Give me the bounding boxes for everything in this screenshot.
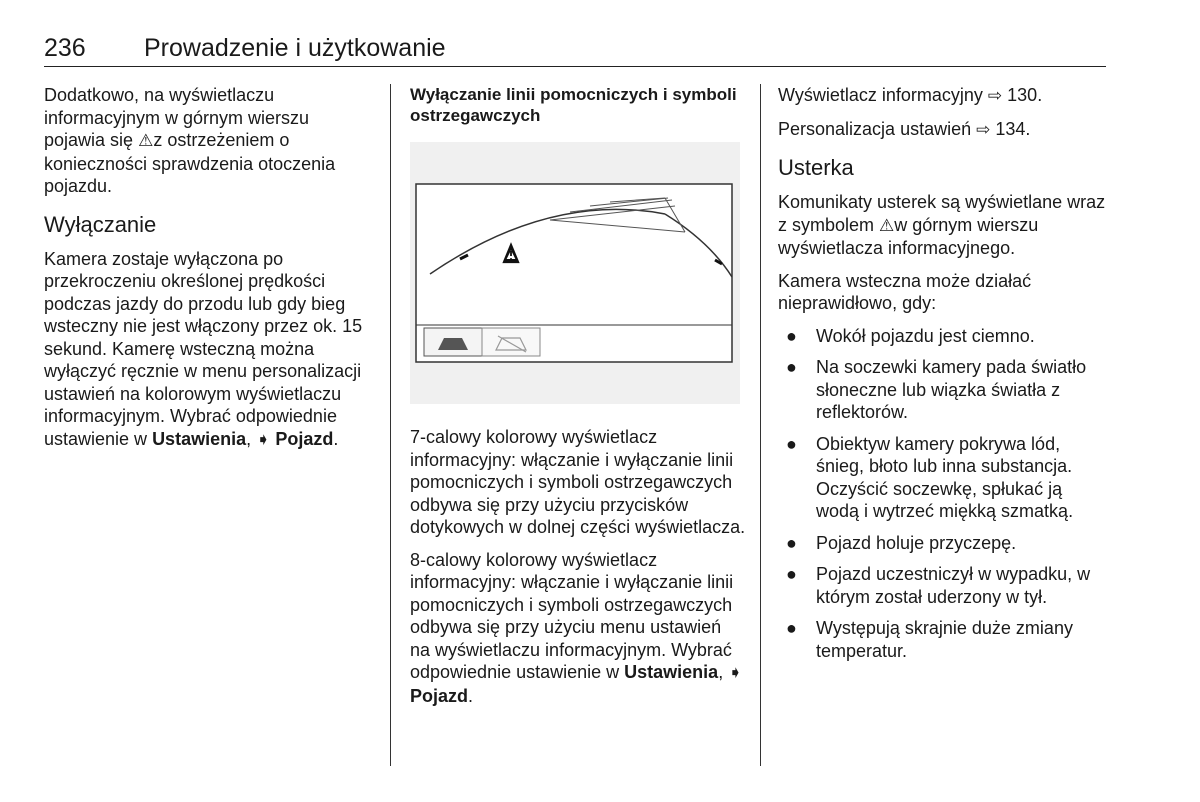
malfunction-intro: Kamera wsteczna może działać nieprawidłowo, gdy: bbox=[778, 270, 1032, 313]
page-header bbox=[44, 34, 1106, 67]
bullet-icon: ● bbox=[786, 325, 797, 346]
fault-paragraph: Komunikaty usterek są wyświetlane wraz z symbolem ⚠w górnym wierszu wyświetlacza informacyjnego. bbox=[778, 192, 1106, 258]
list-item: ● Na soczewki kamery pada światło słoneczne lub wiązka światła z reflektorów. bbox=[786, 357, 1087, 422]
column-1 bbox=[44, 84, 374, 461]
intro-paragraph: Dodatkowo, na wyświetlaczu informacyjnym w górnym wierszu pojawia się ⚠z ostrzeżeniem o konieczności sprawdzenia otoczenia pojazdu. bbox=[44, 85, 336, 196]
reference-personalization: Personalizacja ustawień ⇨ 134. bbox=[778, 118, 1031, 139]
column-divider bbox=[760, 84, 761, 766]
section-heading-guidelines: Wyłączanie linii pomocniczych i symboli ostrzegawczych bbox=[410, 85, 737, 125]
column-3 bbox=[778, 84, 1108, 671]
page-number: 236 bbox=[44, 34, 86, 62]
list-item: ● Wokół pojazdu jest ciemno. bbox=[786, 325, 1035, 346]
list-item: ● Występują skrajnie duże zmiany temperatur. bbox=[786, 618, 1073, 661]
seven-inch-paragraph: 7-calowy kolorowy wyświetlacz informacyjny: włączanie i wyłączanie linii pomocniczych i symboli ostrzegawczych odbywa się przy użyciu przycisków dotykowych w dolnej części wyświetlacza. bbox=[410, 427, 746, 537]
warning-triangle-icon: ⚠ bbox=[879, 215, 895, 235]
list-item: ● Pojazd holuje przyczepę. bbox=[786, 532, 1017, 553]
page-reference-icon: ⇨ bbox=[987, 86, 1003, 105]
page-reference-icon: ⇨ bbox=[976, 119, 991, 139]
arrow-right-icon: ➧ bbox=[256, 429, 271, 449]
menu-settings: Ustawienia bbox=[624, 662, 719, 682]
section-heading-usterka: Usterka bbox=[778, 155, 854, 180]
bullet-icon: ● bbox=[786, 618, 797, 638]
malfunction-list bbox=[778, 325, 1108, 663]
list-item: ● Pojazd uczestniczył w wypadku, w którym został uderzony w tył. bbox=[786, 564, 1091, 607]
column-divider bbox=[390, 84, 391, 766]
column-2 bbox=[410, 84, 746, 717]
bullet-icon: ● bbox=[786, 532, 797, 553]
eight-inch-paragraph: 8-calowy kolorowy wyświetlacz informacyjny: włączanie i wyłączanie linii pomocniczych i symboli ostrzegawczych odbywa się przy użyciu menu ustawień na wyświetlaczu informacyjnym. Wybrać odpowiednie ustawienie w Ustawienia, ➧ Pojazd. bbox=[410, 549, 743, 706]
menu-vehicle: Pojazd bbox=[410, 685, 469, 706]
bullet-icon: ● bbox=[786, 357, 797, 377]
list-item: ● Obiektyw kamery pokrywa lód, śnieg, błoto lub inna substancja. Oczyścić soczewkę, spłukać ją wodą i wytrzeć miękką szmatką. bbox=[786, 433, 1074, 521]
camera-display-illustration bbox=[410, 142, 740, 404]
warning-triangle-icon: ⚠ bbox=[138, 131, 154, 150]
menu-vehicle: Pojazd bbox=[275, 428, 334, 449]
arrow-right-icon: ➧ bbox=[728, 663, 743, 682]
bullet-icon: ● bbox=[786, 564, 797, 584]
reference-info-display: Wyświetlacz informacyjny ⇨ 130. bbox=[778, 85, 1043, 105]
wylaczanie-paragraph: Kamera zostaje wyłączona po przekroczeniu określonej prędkości podczas jazdy do przodu lub gdy bieg wsteczny nie jest włączony przez ok. 15 sekund. Kamerę wsteczną można wyłączyć ręcznie w menu personalizacji ustawień na kolorowym wyświetlaczu informacyjnym. Wybrać odpowiednie ustawienie w Ustawienia, ➧ Pojazd. bbox=[44, 248, 363, 449]
bullet-icon: ● bbox=[786, 433, 797, 454]
camera-display-svg bbox=[410, 142, 740, 404]
menu-settings: Ustawienia bbox=[152, 428, 247, 449]
section-heading-wylaczanie: Wyłączanie bbox=[44, 211, 157, 237]
chapter-title: Prowadzenie i użytkowanie bbox=[144, 34, 446, 62]
